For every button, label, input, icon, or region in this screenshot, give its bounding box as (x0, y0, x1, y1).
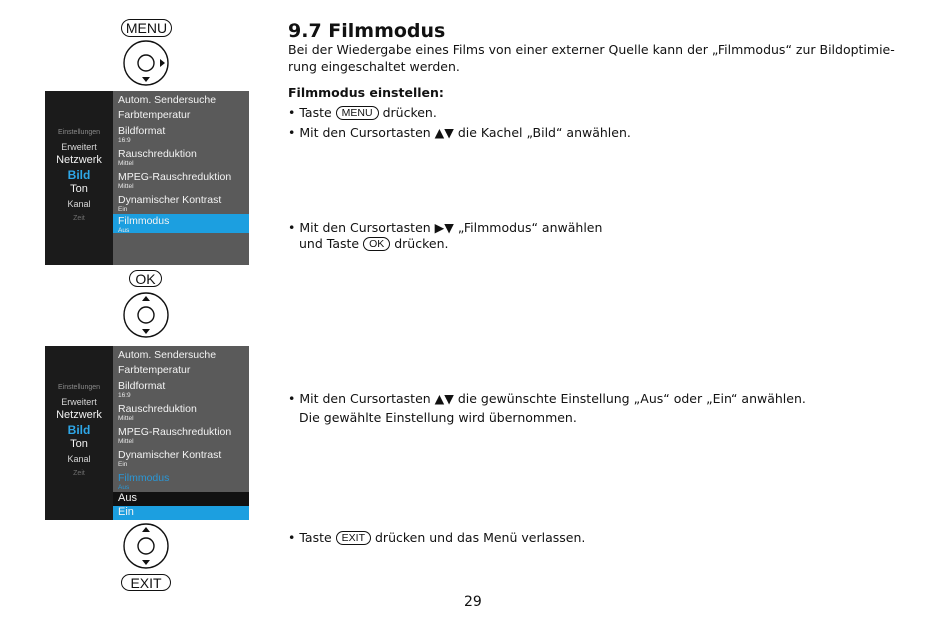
menu-item-value: Aus (118, 484, 130, 491)
menu-item-title: Filmmodus (118, 472, 170, 484)
category-kanal[interactable]: Kanal (67, 199, 91, 209)
menu-key[interactable] (121, 19, 172, 37)
menu-item-filmmodus[interactable] (113, 472, 249, 491)
category-bild[interactable]: Bild (67, 423, 91, 437)
dropdown-option-ein[interactable] (113, 506, 249, 520)
section-title: 9.7 Filmmodus (288, 20, 446, 42)
dpad-up-down-icon (122, 522, 170, 570)
dropdown-option-label: Aus (118, 492, 137, 504)
ok-key-label: OK (135, 271, 156, 287)
step-4-line-2: Die gewählte Einstellung wird übernommen. (299, 410, 577, 425)
step-5 (288, 529, 585, 546)
ok-key[interactable] (129, 270, 162, 287)
category-erweitert[interactable]: Erweitert (61, 142, 97, 152)
menu-item-title: Dynamischer Kontrast (118, 449, 222, 461)
menu-item-value: 16:9 (118, 392, 131, 399)
step-3-post: drücken. (394, 236, 449, 251)
menu-item-value: Mittel (118, 415, 134, 422)
menu-item-farbtemperatur[interactable] (113, 364, 249, 376)
ok-key-inline: OK (363, 237, 390, 251)
category-zeit[interactable]: Zeit (73, 215, 85, 222)
step-3-pre: und Taste (299, 236, 360, 251)
menu-item-title: MPEG-Rauschreduktion (118, 426, 232, 438)
category-bild[interactable]: Bild (67, 168, 91, 182)
category-einstellungen[interactable]: Einstellungen (57, 384, 101, 391)
dropdown-option-label: Ein (118, 506, 134, 518)
menu-item-value: Aus (118, 227, 130, 234)
menu-item-mpeg-rauschreduktion[interactable] (113, 426, 249, 445)
step-5-pre: • Taste (288, 530, 332, 545)
menu-key-label: MENU (125, 20, 168, 36)
step-1 (288, 104, 437, 121)
menu-item-bildformat[interactable] (113, 380, 249, 399)
menu-item-farbtemperatur[interactable] (113, 109, 249, 121)
menu-item-title: Farbtemperatur (118, 109, 191, 121)
category-ton[interactable]: Ton (70, 183, 88, 195)
intro-line-1: Bei der Wiedergabe eines Films von einer externer Quelle kann der „Filmmodus“ zur Bildoptimie- (288, 42, 895, 57)
step-3-line-2 (299, 235, 448, 252)
intro-line-2: rung eingeschaltet werden. (288, 59, 460, 74)
menu-item-title: Bildformat (118, 125, 166, 137)
menu-item-title: Autom. Sendersuche (118, 349, 217, 361)
menu-item-title: Rauschreduktion (118, 403, 197, 415)
menu-item-sendersuche[interactable] (113, 349, 249, 361)
menu-item-title: MPEG-Rauschreduktion (118, 171, 232, 183)
page-number: 29 (464, 594, 482, 610)
menu-item-value: Mittel (118, 438, 134, 445)
menu-item-bildformat[interactable] (113, 125, 249, 144)
menu-item-dynamischer-kontrast[interactable] (113, 449, 249, 468)
step-4-line-1: • Mit den Cursortasten ▲▼ die gewünschte Einstellung „Aus“ oder „Ein“ anwählen. (288, 391, 806, 406)
dropdown-option-aus[interactable] (113, 492, 249, 506)
step-2: • Mit den Cursortasten ▲▼ die Kachel „Bild“ anwählen. (288, 125, 631, 140)
subheading: Filmmodus einstellen: (288, 85, 444, 100)
menu-item-title: Filmmodus (118, 215, 170, 227)
tv-menu-1 (45, 91, 249, 265)
menu-item-rauschreduktion[interactable] (113, 148, 249, 167)
menu-item-title: Dynamischer Kontrast (118, 194, 222, 206)
category-einstellungen[interactable]: Einstellungen (57, 129, 101, 136)
tv-menu-2 (45, 346, 249, 520)
menu-item-value: Mittel (118, 183, 134, 190)
category-netzwerk[interactable]: Netzwerk (56, 154, 102, 166)
step-5-post: drücken und das Menü verlassen. (375, 530, 586, 545)
exit-key[interactable] (121, 574, 171, 591)
menu-item-sendersuche[interactable] (113, 94, 249, 106)
dpad-up-down-icon (122, 291, 170, 339)
menu-item-value: Ein (118, 206, 128, 213)
category-netzwerk[interactable]: Netzwerk (56, 409, 102, 421)
category-erweitert[interactable]: Erweitert (61, 397, 97, 407)
menu-item-title: Farbtemperatur (118, 364, 191, 376)
step-1-pre: • Taste (288, 105, 332, 120)
step-1-post: drücken. (382, 105, 437, 120)
menu-item-title: Rauschreduktion (118, 148, 197, 160)
menu-item-filmmodus[interactable] (113, 214, 249, 233)
exit-key-inline: EXIT (336, 531, 371, 545)
step-3-line-1: • Mit den Cursortasten ▶▼ „Filmmodus“ anwählen (288, 220, 603, 235)
category-kanal[interactable]: Kanal (67, 454, 91, 464)
category-ton[interactable]: Ton (70, 438, 88, 450)
dpad-right-down-icon (122, 39, 170, 87)
menu-key-inline: MENU (336, 106, 379, 120)
menu-item-rauschreduktion[interactable] (113, 403, 249, 422)
menu-item-value: Mittel (118, 160, 134, 167)
menu-item-title: Bildformat (118, 380, 166, 392)
menu-item-value: 16:9 (118, 137, 131, 144)
exit-key-label: EXIT (130, 575, 162, 591)
menu-item-mpeg-rauschreduktion[interactable] (113, 171, 249, 190)
menu-item-title: Autom. Sendersuche (118, 94, 217, 106)
menu-item-value: Ein (118, 461, 128, 468)
menu-item-dynamischer-kontrast[interactable] (113, 194, 249, 213)
category-zeit[interactable]: Zeit (73, 470, 85, 477)
